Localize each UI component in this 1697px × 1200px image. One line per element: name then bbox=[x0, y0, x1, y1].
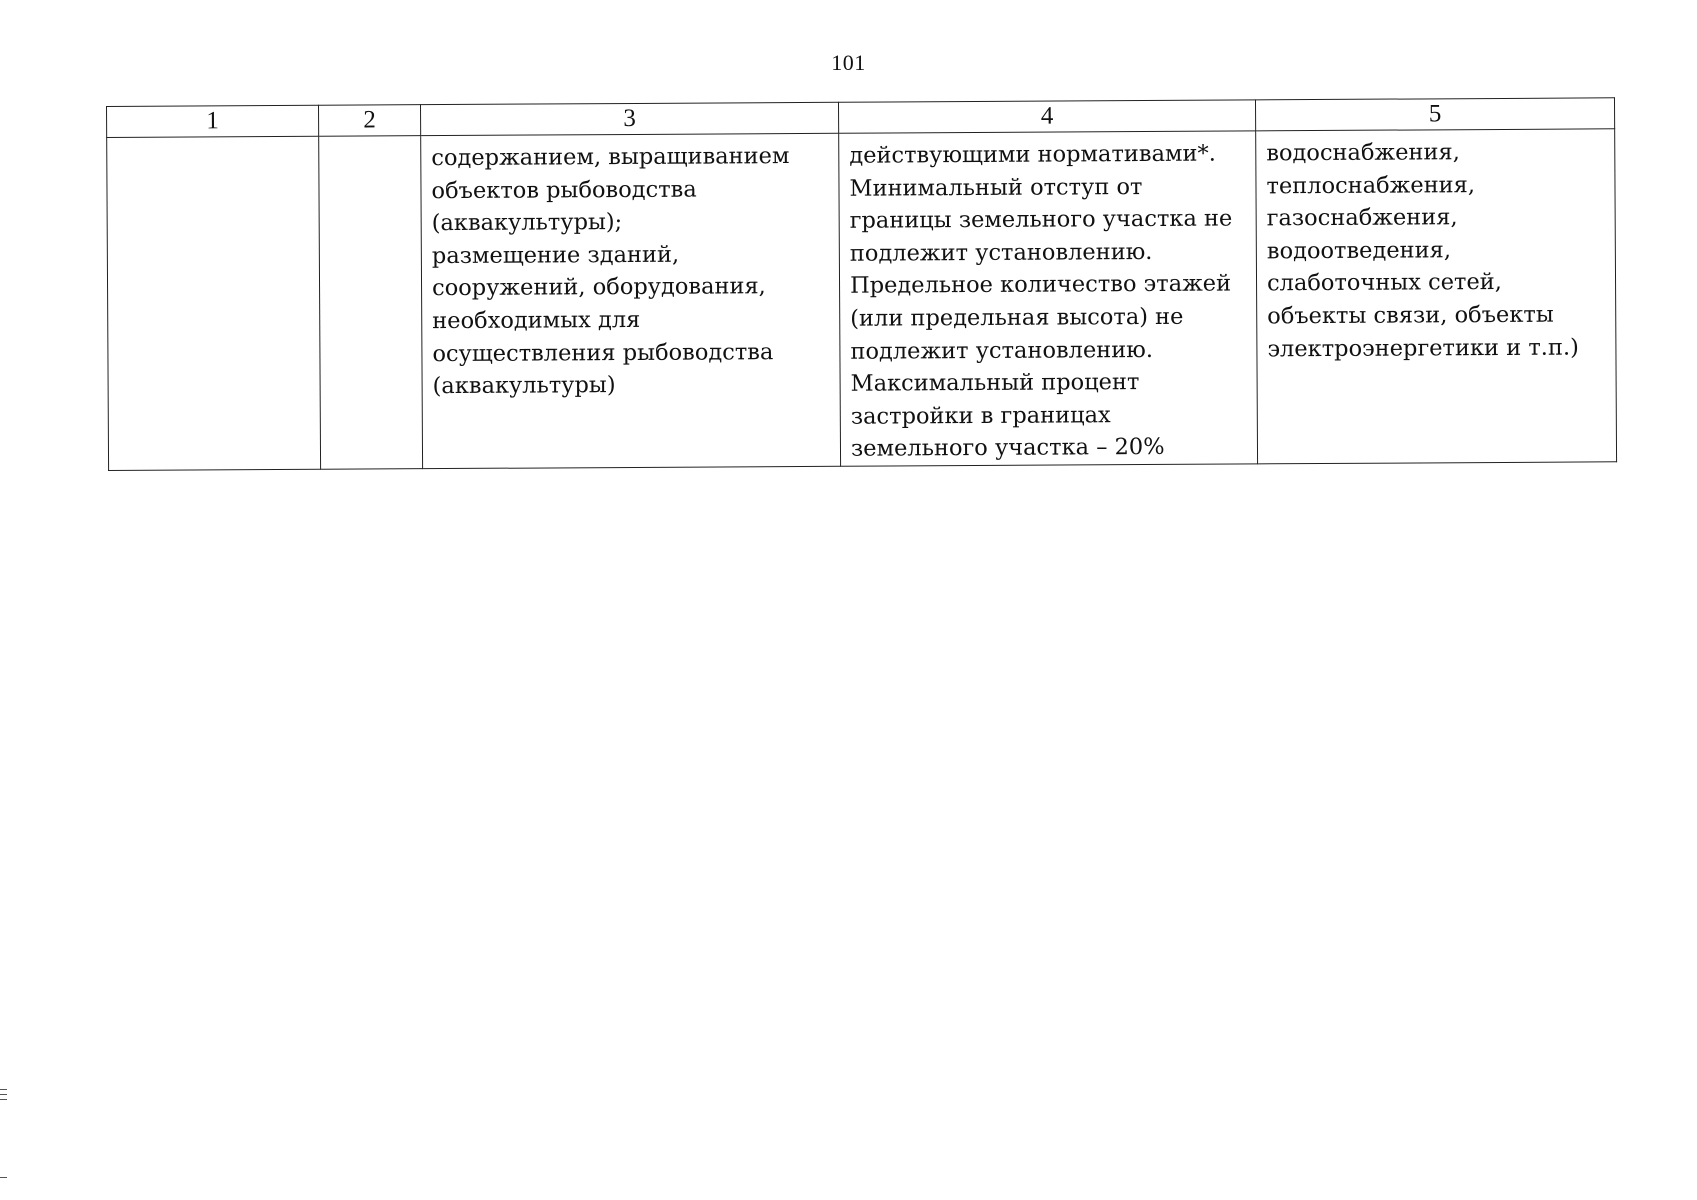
margin-mark bbox=[0, 1099, 7, 1100]
permitted-use-text: содержанием, выращиванием объектов рыбоводства (аквакультуры); размещение зданий, сооружений, оборудования, необходимых для осуществления рыбоводства (аквакультуры) bbox=[431, 143, 790, 400]
margin-mark bbox=[0, 1089, 7, 1090]
parameters-text: действующими нормативами*. Минимальный отступ от границы земельного участка не подлежит установлению. Предельное количество этажей (или предельная высота) не подлежит установлению. Максимальный процент застройки в границах земельного участка – 20% bbox=[849, 140, 1233, 463]
table-row bbox=[107, 129, 1617, 471]
column-header-2: 2 bbox=[318, 105, 420, 137]
column-header-3: 3 bbox=[420, 102, 838, 135]
cell-permitted-use bbox=[421, 133, 841, 468]
regulations-table bbox=[106, 97, 1617, 471]
cell-col1-text bbox=[107, 137, 318, 144]
page-number: 101 bbox=[831, 50, 866, 75]
column-header-5: 5 bbox=[1255, 98, 1614, 131]
margin-mark bbox=[0, 1094, 7, 1095]
cell-col2-text bbox=[319, 136, 420, 143]
column-header-1: 1 bbox=[107, 105, 319, 137]
cell-col2 bbox=[319, 136, 423, 470]
cell-parameters bbox=[839, 131, 1258, 466]
margin-mark bbox=[0, 1177, 7, 1178]
cell-utilities bbox=[1256, 129, 1617, 464]
column-header-4: 4 bbox=[838, 100, 1255, 133]
cell-col1 bbox=[107, 136, 321, 470]
utilities-text: водоснабжения, теплоснабжения, газоснабжения, водоотведения, слаботочных сетей, объекты связи, объекты электроэнергетики и т.п.) bbox=[1266, 139, 1579, 362]
